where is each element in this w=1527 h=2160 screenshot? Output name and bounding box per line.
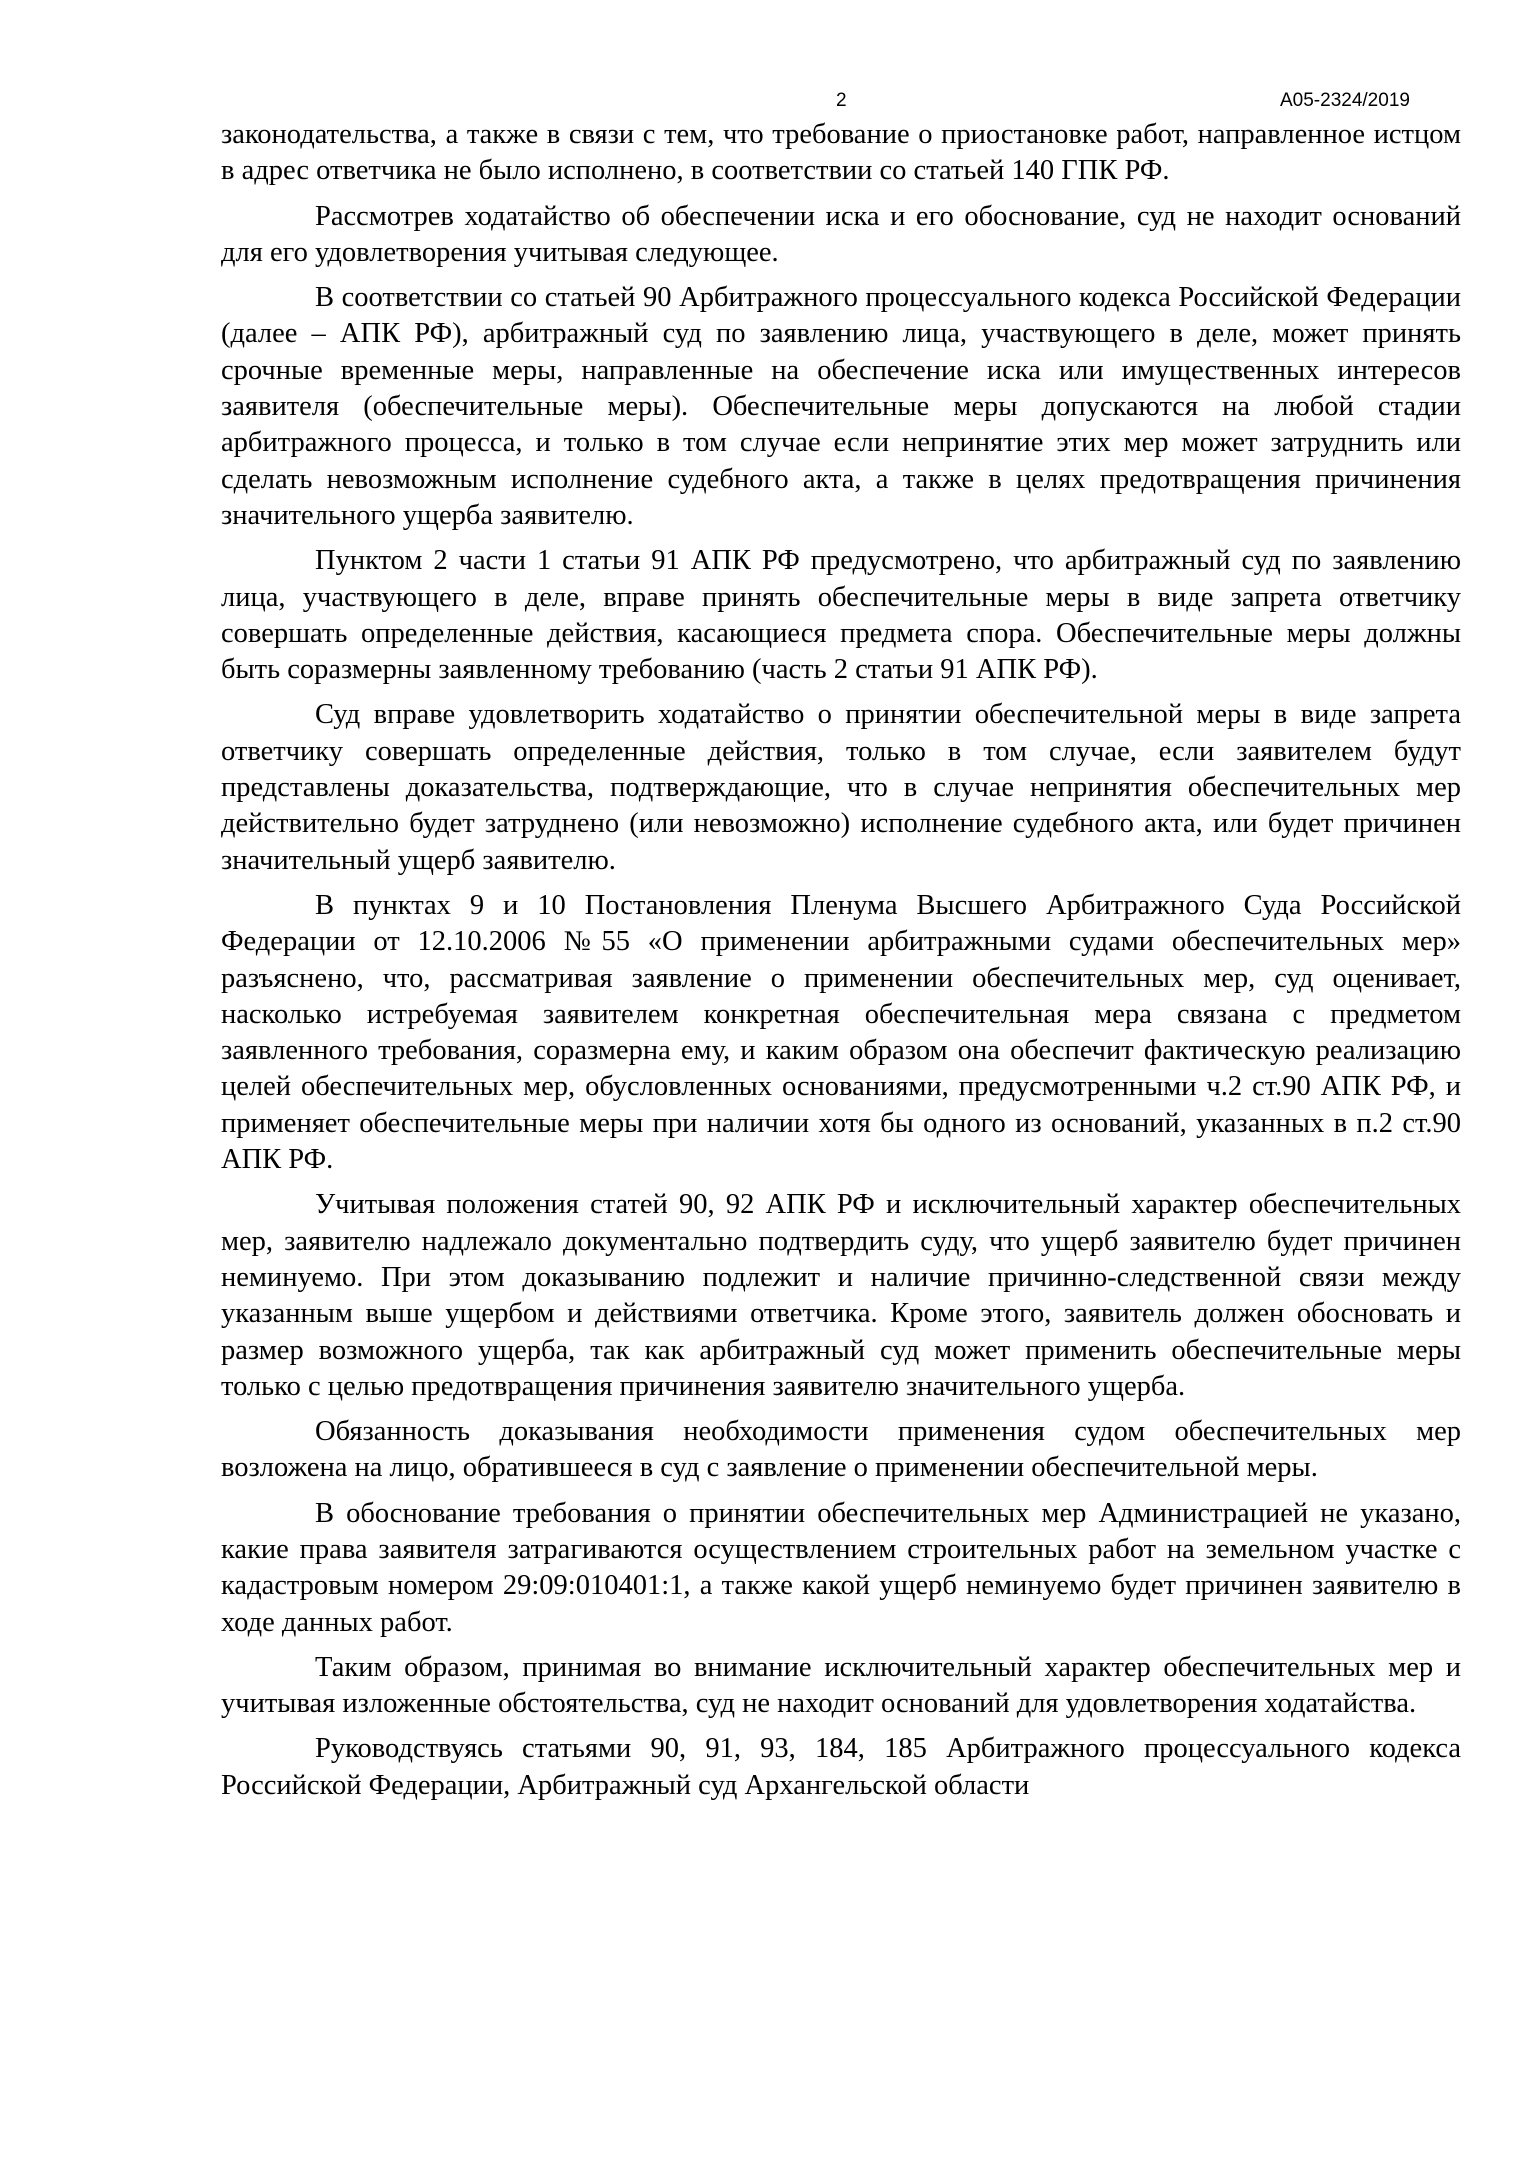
paragraph: Руководствуясь статьями 90, 91, 93, 184, 185 Арбитражного процессуального кодекса Российской Федерации, Арбитражный суд Архангельской области <box>221 1733 1461 1801</box>
paragraph: Обязанность доказывания необходимости применения судом обеспечительных мер возложена на лицо, обратившееся в суд с заявление о применении обеспечительной меры. <box>221 1416 1461 1484</box>
paragraph: В соответствии со статьей 90 Арбитражного процессуального кодекса Российской Федерации (далее – АПК РФ), арбитражный суд по заявлению лица, участвующего в деле, может принять срочные временные меры, направленные на обеспечение иска или имущественных интересов заявителя (обеспечительные меры). Обеспечительные меры допускаются на любой стадии арбитражного процесса, и только в том случае если непринятие этих мер может затруднить или сделать невозможным исполнение судебного акта, а также в целях предотвращения причинения значительного ущерба заявителю. <box>221 282 1461 531</box>
paragraph: Пунктом 2 части 1 статьи 91 АПК РФ предусмотрено, что арбитражный суд по заявлению лица, участвующего в деле, вправе принять обеспечительные меры в виде запрета ответчику совершать определенные действия, касающиеся предмета спора. Обеспечительные меры должны быть соразмерны заявленному требованию (часть 2 статьи 91 АПК РФ). <box>221 545 1461 686</box>
page-header <box>0 86 1527 116</box>
paragraph: Суд вправе удовлетворить ходатайство о принятии обеспечительной меры в виде запрета ответчику совершать определенные действия, только в том случае, если заявителем будут представлены доказательства, подтверждающие, что в случае непринятия обеспечительных мер действительно будет затруднено (или невозможно) исполнение судебного акта, или будет причинен значительный ущерб заявителю. <box>221 699 1461 876</box>
page-number: 2 <box>836 90 847 111</box>
paragraph: В пунктах 9 и 10 Постановления Пленума Высшего Арбитражного Суда Российской Федерации от 12.10.2006 №55 «О применении арбитражными судами обеспечительных мер» разъяснено, что, рассматривая заявление о применении обеспечительных мер, суд оценивает, насколько истребуемая заявителем конкретная обеспечительная мера связана с предметом заявленного требования, соразмерна ему, и каким образом она обеспечит фактическую реализацию целей обеспечительных мер, обусловленных основаниями, предусмотренными ч.2 ст.90 АПК РФ, и применяет обеспечительные меры при наличии хотя бы одного из оснований, указанных в п.2 ст.90 АПК РФ. <box>221 889 1461 1176</box>
paragraph: В обоснование требования о принятии обеспечительных мер Администрацией не указано, какие права заявителя затрагиваются осуществлением строительных работ на земельном участке с кадастровым номером 29:09:010401:1, а также какой ущерб неминуемо будет причинен заявителю в ходе данных работ. <box>221 1497 1461 1638</box>
paragraph: Учитывая положения статей 90, 92 АПК РФ и исключительный характер обеспечительных мер, заявителю надлежало документально подтвердить суду, что ущерб заявителю будет причинен неминуемо. При этом доказыванию подлежит и наличие причинно-следственной связи между указанным выше ущербом и действиями ответчика. Кроме этого, заявитель должен обосновать и размер возможного ущерба, так как арбитражный суд может применить обеспечительные меры только с целью предотвращения причинения заявителю значительного ущерба. <box>221 1189 1461 1402</box>
paragraph: Рассмотрев ходатайство об обеспечении иска и его обоснование, суд не находит оснований для его удовлетворения учитывая следующее. <box>221 200 1461 268</box>
document-body <box>221 117 1461 1813</box>
case-number: А05-2324/2019 <box>1280 90 1410 111</box>
paragraph-continuation: законодательства, а также в связи с тем, что требование о приостановке работ, направленное истцом в адрес ответчика не было исполнено, в соответствии со статьей 140 ГПК РФ. <box>221 119 1461 187</box>
paragraph: Таким образом, принимая во внимание исключительный характер обеспечительных мер и учитывая изложенные обстоятельства, суд не находит оснований для удовлетворения ходатайства. <box>221 1651 1461 1720</box>
